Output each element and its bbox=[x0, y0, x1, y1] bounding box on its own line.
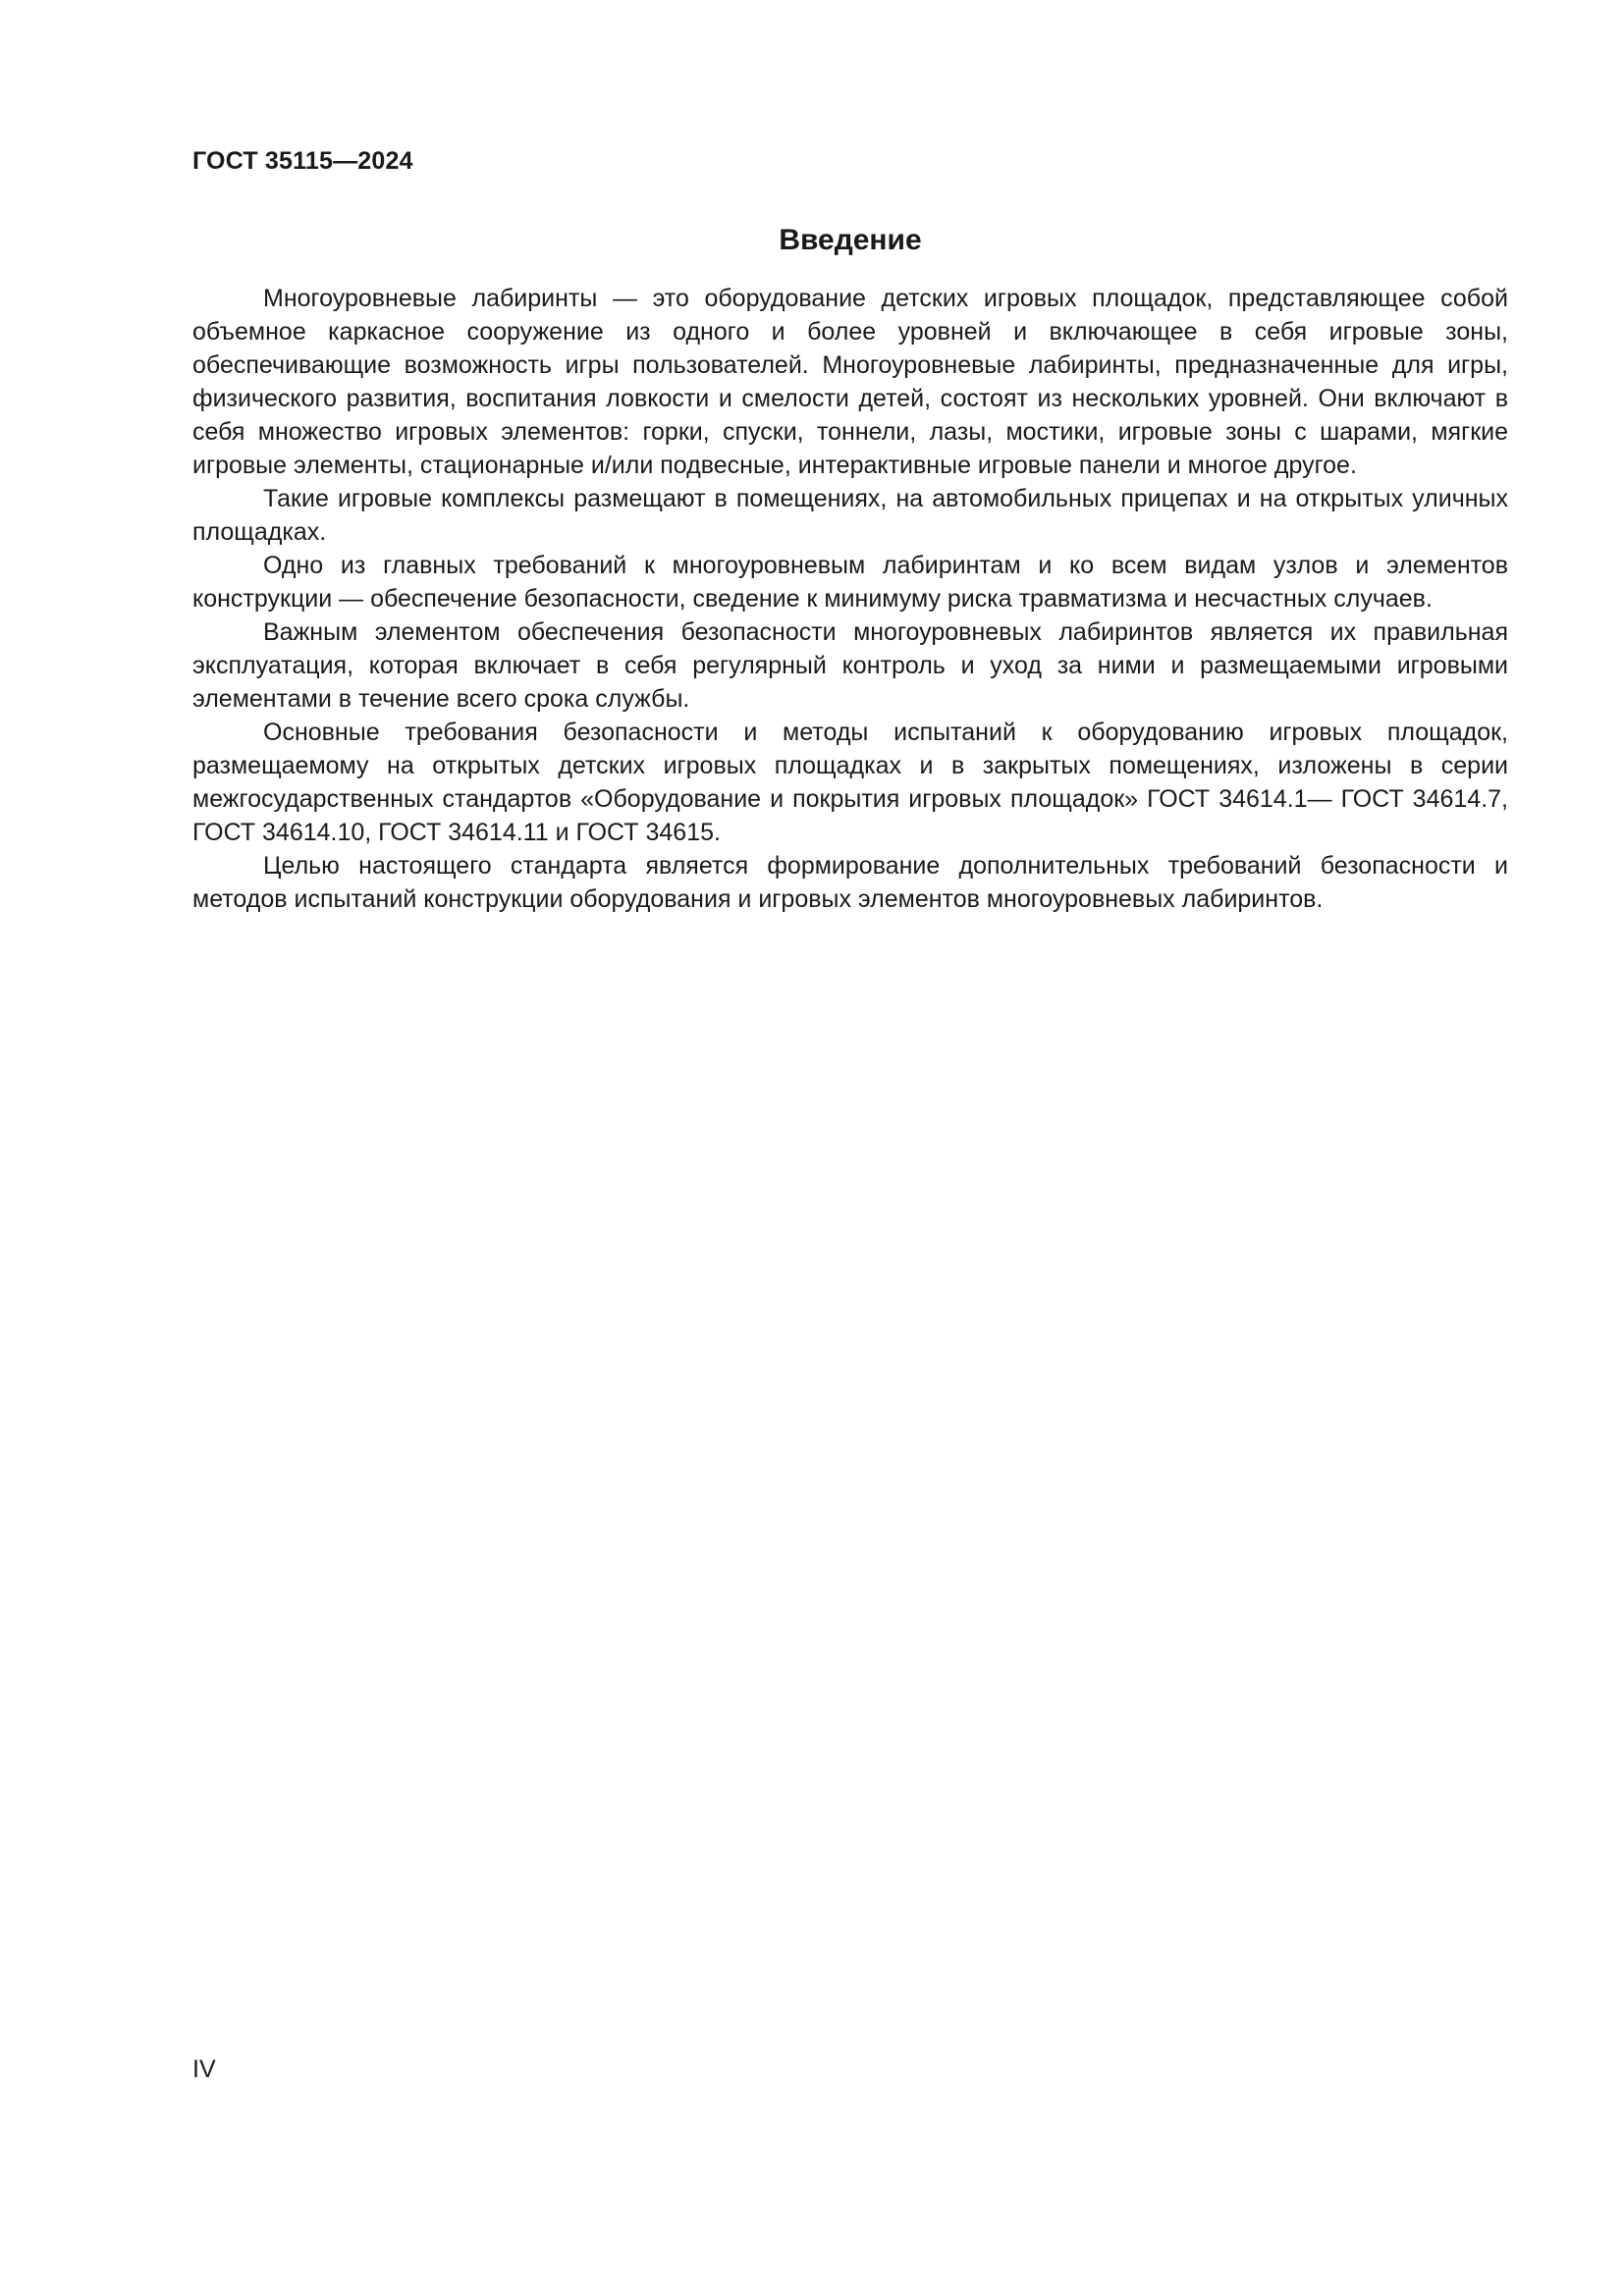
paragraph: Многоуровневые лабиринты — это оборудование детских игровых площадок, представляющее собой объемное каркасное сооружение из одного и более уровней и включающее в себя игровые зоны, обеспечивающие возможность игры пользователей. Многоуровневые лабиринты, предназначенные для игры, физического развития, воспитания ловкости и смелости детей, состоят из нескольких уровней. Они включают в себя множество игровых элементов: горки, спуски, тоннели, лазы, мостики, игровые зоны с шарами, мягкие игровые элементы, стационарные и/или подвесные, интерактивные игровые панели и многое другое. bbox=[192, 285, 1508, 479]
paragraph: Целью настоящего стандарта является формирование дополнительных требований безопасности и методов испытаний конструкции оборудования и игровых элементов многоуровневых лабиринтов. bbox=[192, 852, 1508, 913]
paragraph: Одно из главных требований к многоуровневым лабиринтам и ко всем видам узлов и элементов конструкции — обеспечение безопасности, сведение к минимуму риска травматизма и несчастных случаев. bbox=[192, 552, 1508, 613]
document-code-header: ГОСТ 35115—2024 bbox=[192, 147, 413, 175]
paragraph: Такие игровые комплексы размещают в помещениях, на автомобильных прицепах и на открытых уличных площадках. bbox=[192, 485, 1508, 546]
page-number: IV bbox=[192, 2056, 216, 2083]
section-title: Введение bbox=[779, 224, 922, 256]
paragraph: Основные требования безопасности и методы испытаний к оборудованию игровых площадок, размещаемому на открытых детских игровых площадках и в закрытых помещениях, изложены в серии межгосударственных стандартов «Оборудование и покрытия игровых площадок» ГОСТ 34614.1— ГОСТ 34614.7, ГОСТ 34614.10, ГОСТ 34614.11 и ГОСТ 34615. bbox=[192, 719, 1508, 846]
introduction-body bbox=[192, 282, 1508, 916]
paragraph: Важным элементом обеспечения безопасности многоуровневых лабиринтов является их правильная эксплуатация, которая включает в себя регулярный контроль и уход за ними и размещаемыми игровыми элементами в течение всего срока службы. bbox=[192, 618, 1508, 713]
